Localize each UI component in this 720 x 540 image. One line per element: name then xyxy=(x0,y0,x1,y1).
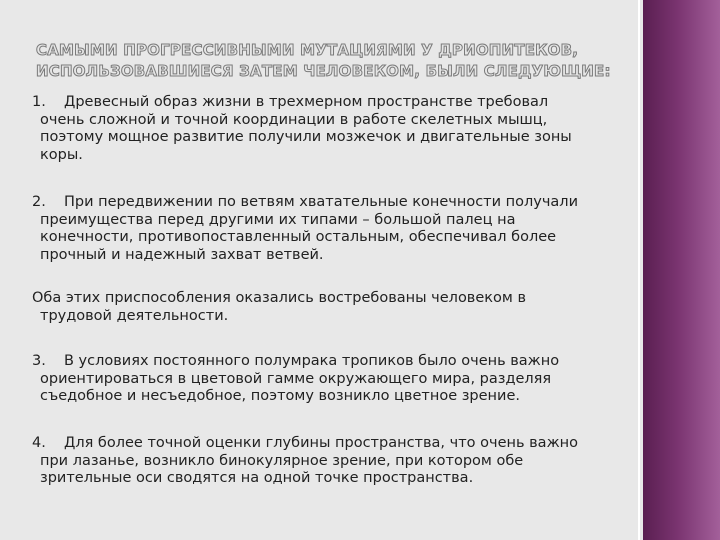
list-item-text: поэтому мощное развитие получили мозжечок и двигательные зоны xyxy=(40,129,572,145)
list-item-number: 2. xyxy=(32,194,46,210)
slide-title xyxy=(36,40,616,82)
list-item-4 xyxy=(32,435,632,488)
list-item-line xyxy=(32,435,632,453)
list-item-text: съедобное и несъедобное, поэтому возникло цветное зрение. xyxy=(40,388,520,404)
summary-text: Оба этих приспособления оказались востребованы человеком в xyxy=(32,290,526,306)
list-item-number: 1. xyxy=(32,94,46,110)
list-item-text: очень сложной и точной координации в работе скелетных мышц, xyxy=(40,111,548,128)
list-item-text: ориентироваться в цветовой гамме окружающего мира, разделяя xyxy=(40,370,552,387)
list-item-number: 4. xyxy=(32,435,46,451)
sidebar-divider xyxy=(638,0,640,540)
list-item-text: преимущества перед другими их типами – большой палец на xyxy=(40,211,516,228)
list-item-text: коры. xyxy=(40,146,83,163)
list-item-text: При передвижении по ветвям хватательные конечности получали xyxy=(64,194,578,210)
list-item-text: Для более точной оценки глубины пространства, что очень важно xyxy=(64,435,578,451)
list-item-3 xyxy=(32,353,632,406)
list-item-text: прочный и надежный захват ветвей. xyxy=(40,246,324,263)
list-item-number: 3. xyxy=(32,353,46,369)
summary-paragraph xyxy=(32,290,632,325)
decorative-sidebar xyxy=(643,0,720,540)
title-line-2: ИСПОЛЬЗОВАВШИЕСЯ ЗАТЕМ ЧЕЛОВЕКОМ, БЫЛИ СЛЕДУЮЩИЕ: xyxy=(36,62,611,80)
list-item-line xyxy=(32,353,632,371)
list-item-text: зрительные оси сводятся на одной точке пространства. xyxy=(40,470,474,486)
list-item-line xyxy=(32,194,632,212)
list-item-text: В условиях постоянного полумрака тропиков было очень важно xyxy=(64,353,560,369)
list-item-1 xyxy=(32,94,632,164)
title-line-1: САМЫМИ ПРОГРЕССИВНЫМИ МУТАЦИЯМИ У ДРИОПИТЕКОВ, xyxy=(36,41,579,59)
summary-text: трудовой деятельности. xyxy=(40,307,229,324)
list-item-text: при лазанье, возникло бинокулярное зрение, при котором обе xyxy=(40,452,524,469)
list-item-2 xyxy=(32,194,632,264)
list-item-text: конечности, противопоставленный остальным, обеспечивал более xyxy=(40,229,557,245)
list-item-line xyxy=(32,94,632,112)
list-item-text: Древесный образ жизни в трехмерном пространстве требовал xyxy=(64,94,549,110)
